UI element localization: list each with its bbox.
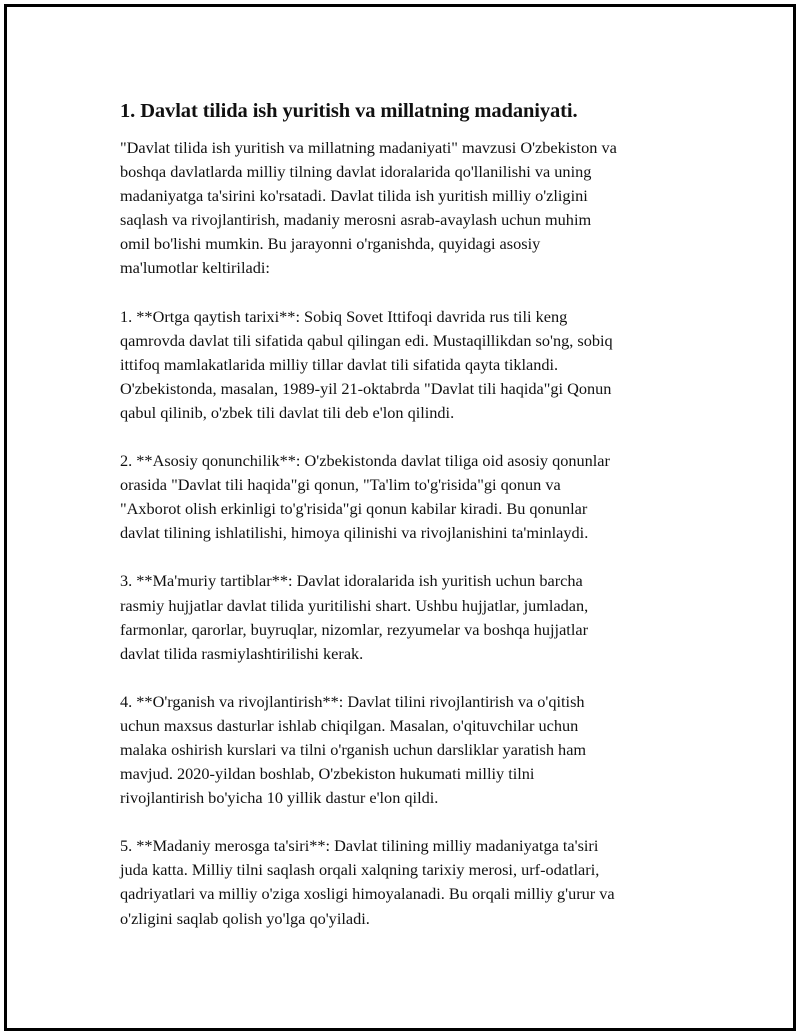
intro-paragraph: "Davlat tilida ish yuritish va millatning madaniyati" mavzusi O'zbekiston va boshqa davlatlarda milliy tilning davlat idoralarida qo'llanilishi va uning madaniyatga ta'sirini ko'rsatadi. Davlat tilida ish yuritish milliy o'zligini saqlash va rivojlantirish, madaniy merosni asrab-avaylash uchun muhim omil bo'lishi mumkin. Bu jarayonni o'rganishda, quyidagi asosiy ma'lumotlar keltiriladi: — [120, 138, 617, 278]
administrative-paragraph: 3. **Ma'muriy tartiblar**: Davlat idoralarida ish yuritish uchun barcha rasmiy hujjatlar davlat tilida yuritilishi shart. Ushbu hujjatlar, jumladan, farmonlar, qarorlar, buyruqlar, nizomlar, rezyumelar va boshqa hujjatlar davlat tilida rasmiylashtirilishi kerak. — [120, 571, 589, 663]
history-paragraph: 1. **Ortga qaytish tarixi**: Sobiq Sovet Ittifoqi davrida rus tili keng qamrovda davlat tili sifatida qabul qilingan edi. Mustaqillikdan so'ng, sobiq ittifoq mamlakatlarida milliy tillar davlat tili sifatida qayta tiklandi. O'zbekistonda, masalan, 1989-yil 21-oktabrda "Davlat tili haqida"gi Qonun qabul qilinib, o'zbek tili davlat tili deb e'lon qilindi. — [120, 306, 613, 422]
document-title: 1. Davlat tilida ish yuritish va millatning madaniyati. — [120, 100, 578, 122]
page-frame — [4, 4, 796, 1031]
document-body — [120, 98, 690, 955]
development-paragraph: 4. **O'rganish va rivojlantirish**: Davlat tilini rivojlantirish va o'qitish uchun maxsus dasturlar ishlab chiqilgan. Masalan, o'qituvchilar uchun malaka oshirish kurslari va tilni o'rganish uchun darsliklar yaratish ham mavjud. 2020-yildan boshlab, O'zbekiston hukumati milliy tilni rivojlantirish bo'yicha 10 yillik dastur e'lon qildi. — [120, 691, 587, 808]
legislation-paragraph: 2. **Asosiy qonunchilik**: O'zbekistonda davlat tiliga oid asosiy qonunlar orasida "Davlat tili haqida"gi qonun, "Ta'lim to'g'risida"gi qonun va "Axborot olish erkinligi to'g'risida"gi qonun kabilar kiradi. Bu qonunlar davlat tilining ishlatilishi, himoya qilinishi va rivojlanishini ta'minlaydi. — [120, 451, 610, 543]
cultural-heritage-paragraph: 5. **Madaniy merosga ta'siri**: Davlat tilining milliy madaniyatga ta'siri juda katta. Milliy tilni saqlash orqali xalqning tarixiy merosi, urf-odatlari, qadriyatlari va milliy o'ziga xosligi himoyalanadi. Bu orqali milliy g'urur va o'zligini saqlab qolish yo'lga qo'yiladi. — [120, 836, 615, 928]
